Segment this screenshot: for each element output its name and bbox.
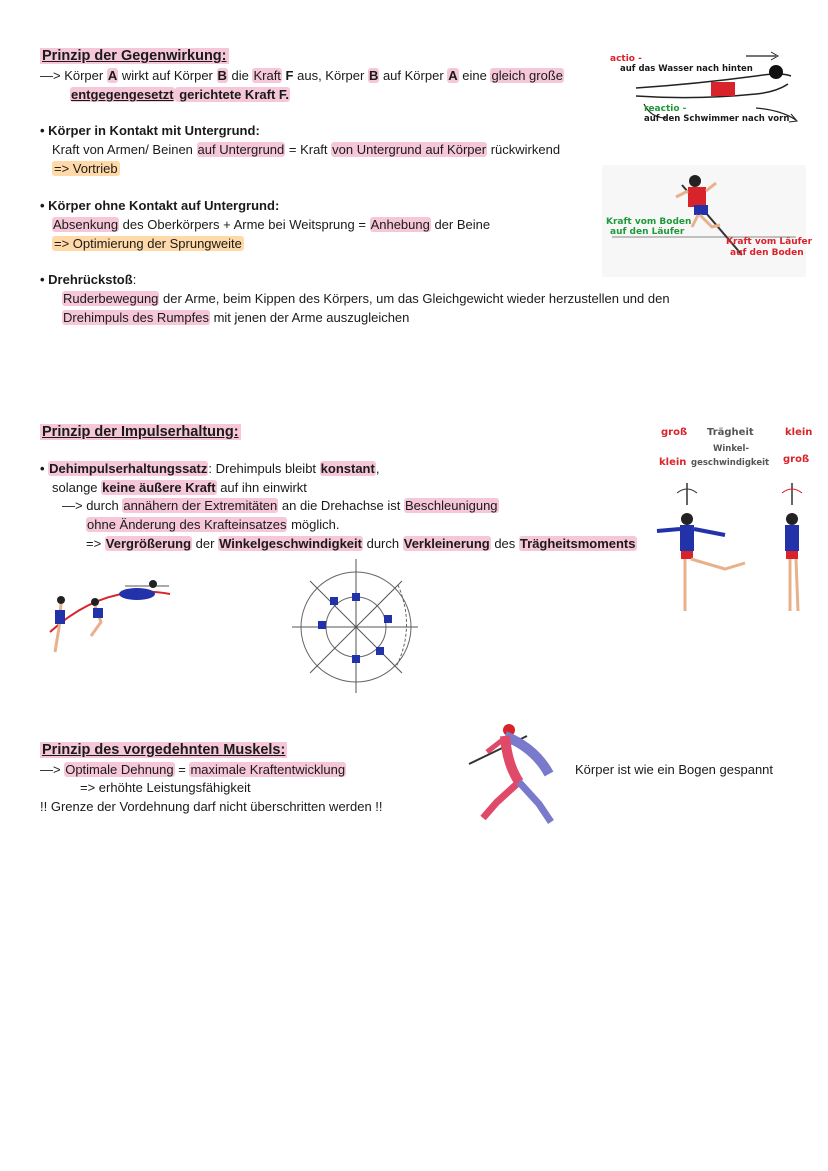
impuls-line-1: • Dehimpulserhaltungssatz: Drehimpuls bleibt konstant, bbox=[40, 461, 380, 476]
spin-klein-2: klein bbox=[659, 457, 687, 468]
actio-label: actio - bbox=[610, 54, 642, 64]
javelin-thrower-figure bbox=[465, 718, 565, 830]
impuls-line-4: ohne Änderung des Krafteinsatzes möglich. bbox=[87, 517, 340, 532]
spin-traegheit: Trägheit bbox=[707, 427, 754, 438]
spin-gross-1: groß bbox=[661, 427, 688, 438]
impuls-line-3: —> durch annähern der Extremitäten an die Drehachse ist Beschleunigung bbox=[62, 498, 498, 513]
bullet-ohne-kontakt-title: • Körper ohne Kontakt auf Untergrund: bbox=[40, 198, 280, 213]
runner-right-label-2: auf den Boden bbox=[730, 248, 804, 258]
runner-left-label-1: Kraft vom Boden bbox=[606, 217, 692, 227]
somersault-drawing bbox=[288, 555, 423, 695]
somersault-figure bbox=[288, 555, 423, 695]
runner-right-label-1: Kraft vom Läufer bbox=[726, 237, 813, 247]
runner-left-label-2: auf den Läufer bbox=[610, 227, 685, 237]
spin-klein-1: klein bbox=[785, 427, 813, 438]
spin-winkel-2: geschwindigkeit bbox=[691, 458, 770, 468]
reactio-desc: auf den Schwimmer nach vorn bbox=[644, 114, 790, 124]
bullet-drehrueckstoss-text-1: Ruderbewegung der Arme, beim Kippen des Körpers, um das Gleichgewicht wieder herzustellen und den bbox=[63, 291, 670, 306]
javelin-thrower-drawing bbox=[465, 718, 565, 830]
spin-skaters-drawing bbox=[655, 483, 815, 623]
muskel-side-note: Körper ist wie ein Bogen gespannt bbox=[575, 762, 774, 777]
muskel-line-2: => erhöhte Leistungsfähigkeit bbox=[80, 780, 251, 795]
spin-winkel-1: Winkel- bbox=[713, 444, 749, 454]
bullet-kontakt-result: => Vortrieb bbox=[54, 161, 118, 176]
swimmer-figure bbox=[606, 48, 806, 130]
impuls-line-2: solange keine äußere Kraft auf ihn einwirkt bbox=[52, 480, 307, 495]
highjump-figure bbox=[45, 572, 175, 660]
impuls-line-5: => Vergrößerung der Winkelgeschwindigkeit durch Verkleinerung des Trägheitsmoments bbox=[86, 536, 636, 551]
bullet-drehrueckstoss-text-2: Drehimpuls des Rumpfes mit jenen der Arme auszugleichen bbox=[63, 310, 410, 325]
runner-figure bbox=[602, 165, 813, 277]
bullet-ohne-kontakt-text: Absenkung des Oberkörpers + Arme bei Weitsprung = Anhebung der Beine bbox=[53, 217, 491, 232]
bullet-kontakt-text: Kraft von Armen/ Beinen auf Untergrund = Kraft von Untergrund auf Körper rückwirkend bbox=[52, 142, 561, 157]
muskel-line-1: —> Optimale Dehnung = maximale Kraftentwicklung bbox=[40, 762, 346, 777]
reactio-label: reactio - bbox=[644, 104, 687, 114]
highjump-drawing bbox=[45, 572, 175, 660]
bullet-kontakt-title: • Körper in Kontakt mit Untergrund: bbox=[40, 123, 260, 138]
gegenwirkung-line-2: entgegengesetzt gerichtete Kraft F. bbox=[71, 87, 289, 102]
section-title-impulserhaltung: Prinzip der Impulserhaltung: bbox=[42, 424, 239, 440]
spin-gross-2: groß bbox=[783, 454, 810, 465]
spin-figure bbox=[655, 423, 815, 623]
muskel-line-3: !! Grenze der Vordehnung darf nicht überschritten werden !! bbox=[40, 799, 383, 814]
section-title-vorgedehnter-muskel: Prinzip des vorgedehnten Muskels: bbox=[42, 742, 286, 758]
actio-desc: auf das Wasser nach hinten bbox=[620, 64, 753, 74]
section-title-gegenwirkung: Prinzip der Gegenwirkung: bbox=[42, 48, 227, 64]
bullet-drehrueckstoss-title: • Drehrückstoß: bbox=[40, 272, 137, 287]
bullet-ohne-kontakt-result: => Optimierung der Sprungweite bbox=[54, 236, 242, 251]
gegenwirkung-line-1: —> Körper A wirkt auf Körper B die Kraft F aus, Körper B auf Körper A eine gleich große bbox=[40, 68, 564, 83]
